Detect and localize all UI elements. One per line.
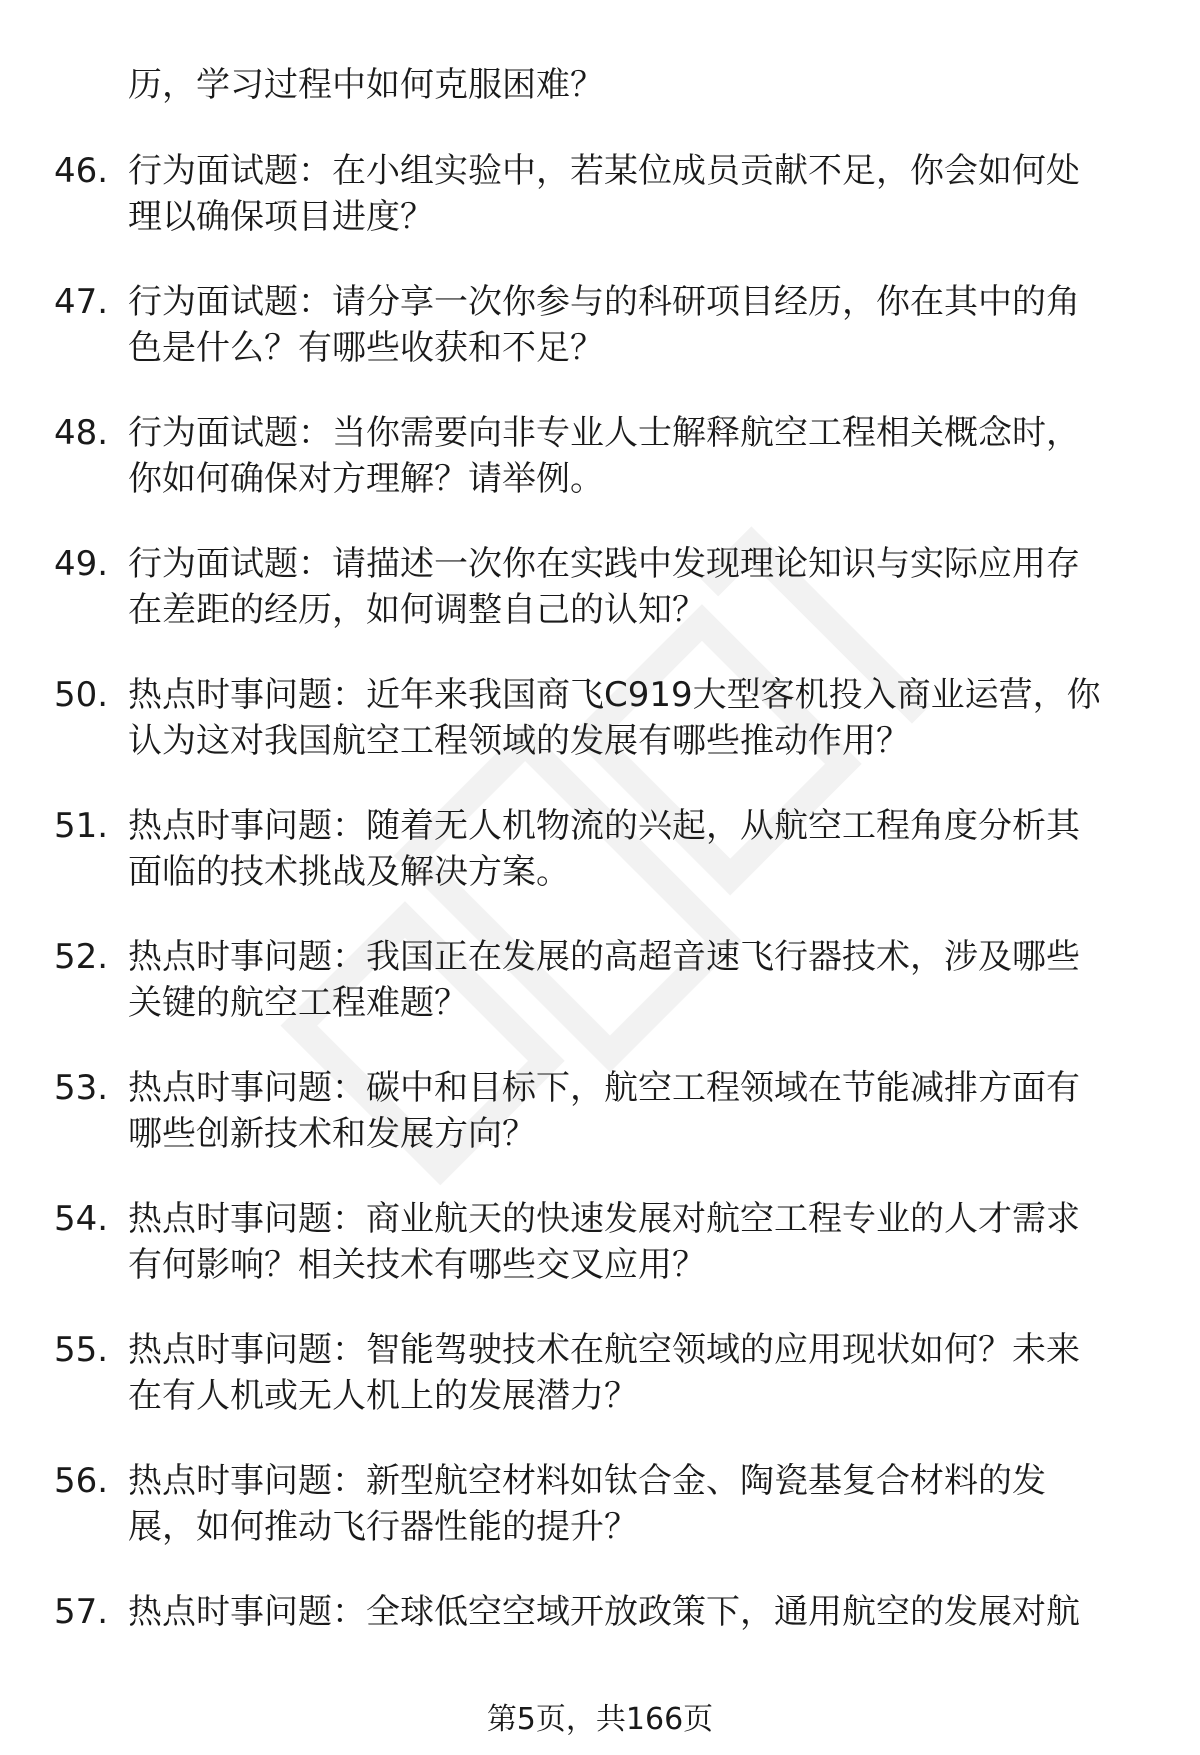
question-text	[128, 410, 1138, 502]
question-line: 展，如何推动飞行器性能的提升？	[128, 1507, 638, 1547]
question-item	[0, 934, 1200, 1065]
question-item	[0, 803, 1200, 934]
question-text	[128, 1458, 1138, 1550]
question-list	[0, 148, 1200, 1720]
question-item	[0, 1327, 1200, 1458]
question-line: 热点时事问题：智能驾驶技术在航空领域的应用现状如何？未来	[128, 1330, 1080, 1370]
question-number: 52.	[54, 937, 109, 977]
question-number: 50.	[54, 675, 109, 715]
page-footer: 第5页，共166页	[486, 1702, 714, 1737]
continuation-line: 历，学习过程中如何克服困难？	[128, 65, 604, 105]
question-item	[0, 410, 1200, 541]
question-item	[0, 1458, 1200, 1589]
question-number: 48.	[54, 413, 109, 453]
question-line: 热点时事问题：全球低空空域开放政策下，通用航空的发展对航	[128, 1592, 1080, 1632]
question-number: 56.	[54, 1461, 109, 1501]
question-number: 47.	[54, 282, 109, 322]
question-text	[128, 1196, 1138, 1288]
question-line: 关键的航空工程难题？	[128, 983, 468, 1023]
question-number: 55.	[54, 1330, 109, 1370]
question-item	[0, 279, 1200, 410]
question-line: 哪些创新技术和发展方向？	[128, 1114, 536, 1154]
question-number: 51.	[54, 806, 109, 846]
question-item	[0, 1196, 1200, 1327]
question-item	[0, 148, 1200, 279]
question-line: 有何影响？相关技术有哪些交叉应用？	[128, 1245, 706, 1285]
question-line: 热点时事问题：新型航空材料如钛合金、陶瓷基复合材料的发	[128, 1461, 1046, 1501]
question-line: 行为面试题：请描述一次你在实践中发现理论知识与实际应用存	[128, 544, 1080, 584]
question-line: 色是什么？有哪些收获和不足？	[128, 328, 604, 368]
question-line: 行为面试题：请分享一次你参与的科研项目经历，你在其中的角	[128, 282, 1080, 322]
question-item	[0, 541, 1200, 672]
question-text	[128, 541, 1138, 633]
question-line: 行为面试题：当你需要向非专业人士解释航空工程相关概念时，	[128, 413, 1080, 453]
question-text	[128, 934, 1138, 1026]
question-item	[0, 1065, 1200, 1196]
question-text	[128, 148, 1138, 240]
question-number: 46.	[54, 151, 109, 191]
question-text	[128, 672, 1138, 764]
question-text	[128, 803, 1138, 895]
question-line: 面临的技术挑战及解决方案。	[128, 852, 570, 892]
question-line: 热点时事问题：商业航天的快速发展对航空工程专业的人才需求	[128, 1199, 1080, 1239]
question-line: 你如何确保对方理解？请举例。	[128, 459, 604, 499]
question-number: 54.	[54, 1199, 109, 1239]
question-text	[128, 1065, 1138, 1157]
question-line: 在有人机或无人机上的发展潜力？	[128, 1376, 638, 1416]
question-line: 热点时事问题：我国正在发展的高超音速飞行器技术，涉及哪些	[128, 937, 1080, 977]
question-text	[128, 279, 1138, 371]
question-line: 认为这对我国航空工程领域的发展有哪些推动作用？	[128, 721, 910, 761]
question-number: 49.	[54, 544, 109, 584]
question-line: 在差距的经历，如何调整自己的认知？	[128, 590, 706, 630]
question-number: 53.	[54, 1068, 109, 1108]
question-line: 热点时事问题：碳中和目标下，航空工程领域在节能减排方面有	[128, 1068, 1080, 1108]
question-line: 热点时事问题：随着无人机物流的兴起，从航空工程角度分析其	[128, 806, 1080, 846]
question-number: 57.	[54, 1592, 109, 1632]
question-text	[128, 1589, 1138, 1635]
question-text	[128, 1327, 1138, 1419]
question-line: 热点时事问题：近年来我国商飞C919大型客机投入商业运营，你	[128, 675, 1101, 715]
question-item	[0, 672, 1200, 803]
question-line: 行为面试题：在小组实验中，若某位成员贡献不足，你会如何处	[128, 151, 1080, 191]
question-line: 理以确保项目进度？	[128, 197, 434, 237]
